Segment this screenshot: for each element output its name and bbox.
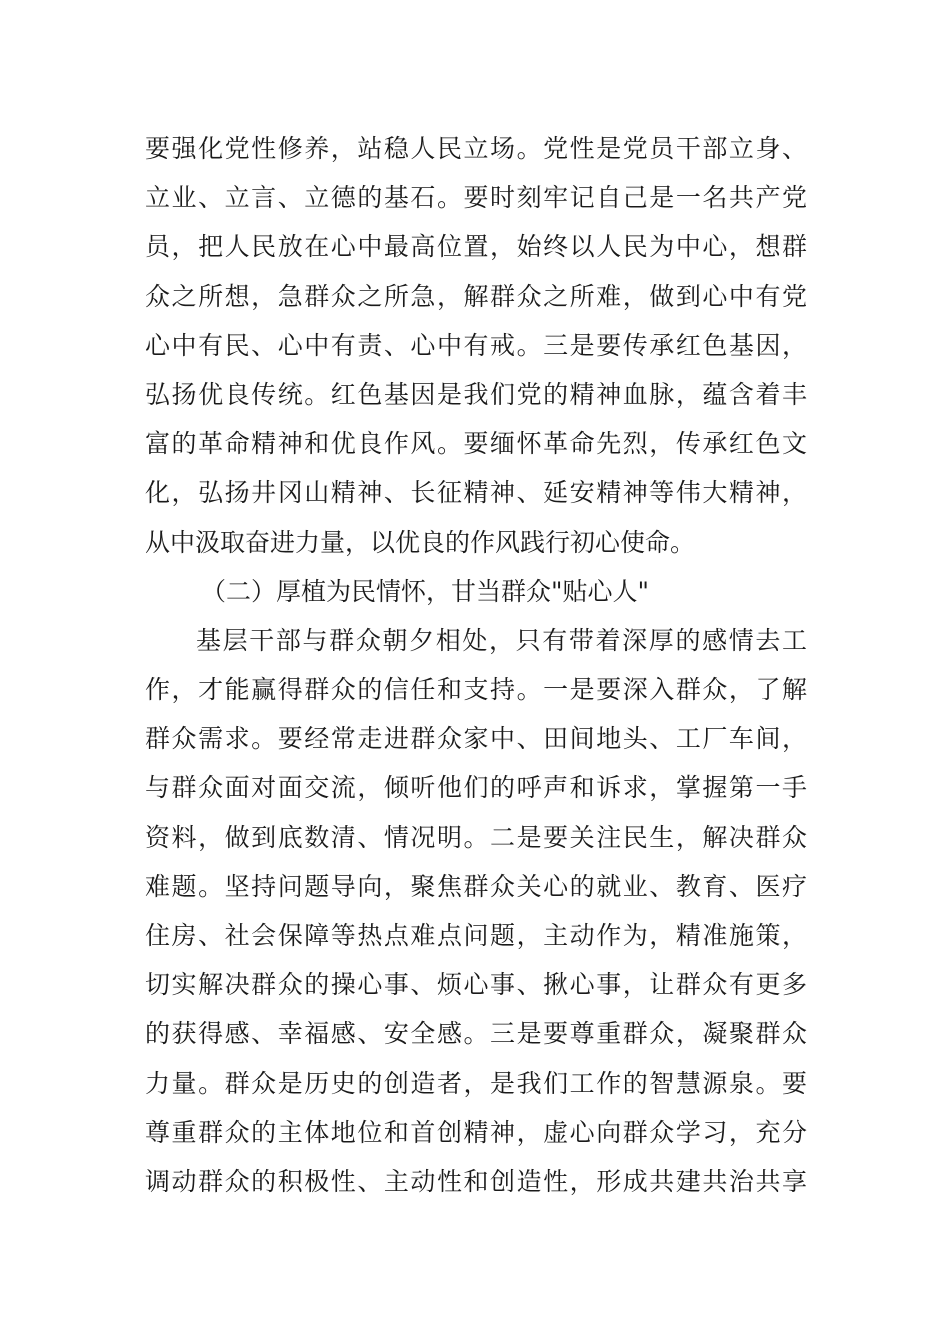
text-line: 员，把人民放在心中最高位置，始终以人民为中心，想群 [145,232,807,262]
text-line: 立业、立言、立德的基石。要时刻牢记自己是一名共产党 [145,183,807,213]
text-line: 力量。群众是历史的创造者，是我们工作的智慧源泉。要 [145,1068,807,1098]
text-line: 化，弘扬井冈山精神、长征精神、延安精神等伟大精神， [145,478,807,508]
text-line: 的获得感、幸福感、安全感。三是要尊重群众，凝聚群众 [145,1019,807,1049]
section-heading: （二）厚植为民情怀，甘当群众"贴心人" [201,576,649,606]
text-line: 切实解决群众的操心事、烦心事、揪心事，让群众有更多 [145,970,807,1000]
text-line: 作，才能赢得群众的信任和支持。一是要深入群众，了解 [145,675,807,705]
text-line: 尊重群众的主体地位和首创精神，虚心向群众学习，充分 [145,1117,807,1147]
text-line: 弘扬优良传统。红色基因是我们党的精神血脉，蕴含着丰 [145,379,807,409]
text-line: 住房、社会保障等热点难点问题，主动作为，精准施策， [145,921,807,950]
text-line: 群众需求。要经常走进群众家中、田间地头、工厂车间， [145,724,807,754]
text-line: 要强化党性修养，站稳人民立场。党性是党员干部立身、 [145,134,807,163]
text-line: 资料，做到底数清、情况明。二是要关注民生，解决群众 [145,822,807,852]
text-line: 基层干部与群众朝夕相处，只有带着深厚的感情去工 [196,625,807,655]
text-line: 富的革命精神和优良作风。要缅怀革命先烈，传承红色文 [145,429,807,459]
body-text [145,124,807,1206]
text-line: 从中汲取奋进力量，以优良的作风践行初心使命。 [145,527,696,557]
text-line: 调动群众的积极性、主动性和创造性，形成共建共治共享 [145,1166,807,1196]
text-line: 众之所想，急群众之所急，解群众之所难，做到心中有党 [145,281,807,311]
text-line: 难题。坚持问题导向，聚焦群众关心的就业、教育、医疗 [145,871,807,901]
text-line: 与群众面对面交流，倾听他们的呼声和诉求，掌握第一手 [145,773,807,803]
text-line: 心中有民、心中有责、心中有戒。三是要传承红色基因， [145,330,807,360]
